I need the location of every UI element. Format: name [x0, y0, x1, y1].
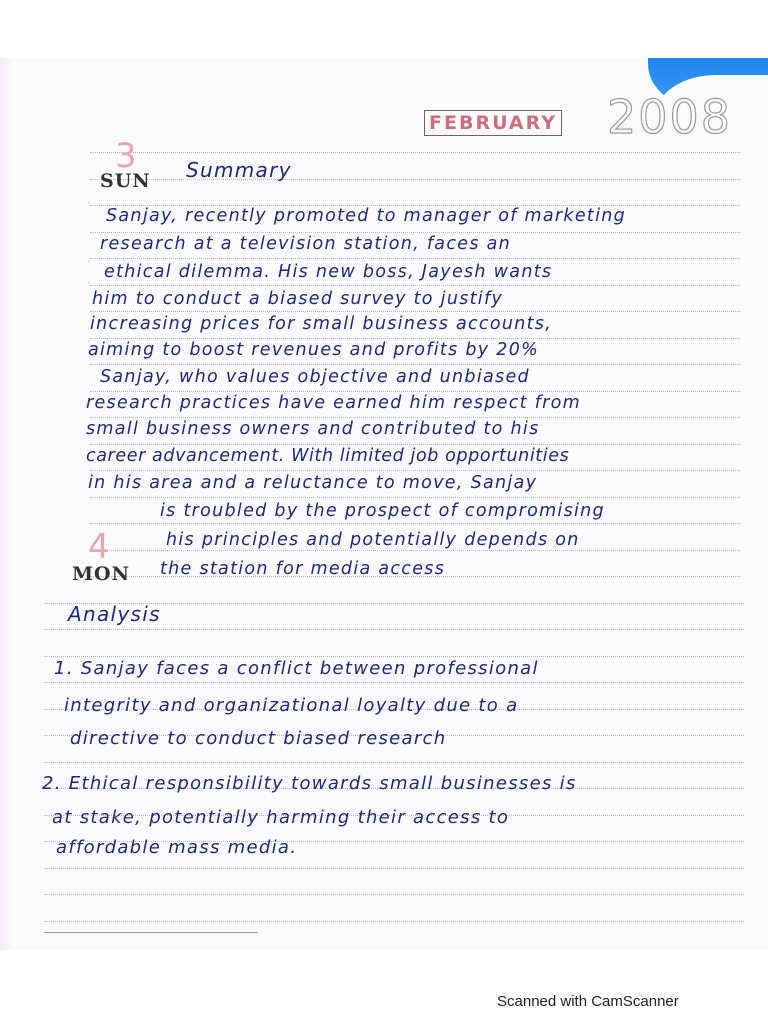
summary-line: his principles and potentially depends on: [166, 530, 580, 550]
ruled-line: [44, 682, 744, 683]
day-name-sun: SUN: [100, 170, 151, 192]
summary-line: ethical dilemma. His new boss, Jayesh wants: [104, 262, 553, 282]
ruled-line: [90, 444, 740, 445]
ruled-line: [90, 311, 740, 312]
summary-line: Sanjay, recently promoted to manager of marketing: [106, 206, 627, 226]
summary-line: research at a television station, faces an: [100, 234, 512, 254]
ruled-line: [44, 762, 744, 763]
summary-line: small business owners and contributed to his: [86, 419, 540, 439]
summary-line: increasing prices for small business accounts,: [90, 314, 553, 334]
summary-line: in his area and a reluctance to move, Sanjay: [88, 473, 538, 493]
analysis-heading: Analysis: [68, 602, 161, 626]
scanner-watermark: Scanned with CamScanner: [497, 993, 679, 1010]
summary-heading: Summary: [186, 158, 292, 182]
ruled-line: [44, 656, 744, 657]
ruled-line: [90, 338, 740, 339]
analysis-line: at stake, potentially harming their access to: [52, 807, 510, 828]
analysis-line: integrity and organizational loyalty due to a: [64, 695, 519, 716]
summary-line: the station for media access: [160, 559, 446, 579]
analysis-line: directive to conduct biased research: [70, 728, 447, 749]
page-bottom-divider: [44, 932, 258, 933]
ruled-line: [90, 391, 740, 392]
ruled-line: [90, 497, 740, 498]
summary-line: career advancement. With limited job opportunities: [86, 446, 570, 466]
day-name-mon: MON: [72, 563, 130, 585]
ruled-line: [44, 894, 744, 895]
day-number-sun: 3: [115, 136, 137, 176]
month-label: FEBRUARY: [424, 110, 562, 136]
day-number-mon: 4: [88, 527, 110, 567]
ruled-line: [90, 523, 740, 524]
ruled-line: [44, 921, 744, 922]
ruled-line: [90, 285, 740, 286]
analysis-line: affordable mass media.: [56, 837, 298, 858]
summary-line: is troubled by the prospect of compromising: [160, 501, 605, 521]
ruled-line: [90, 258, 740, 259]
ruled-line: [90, 364, 740, 365]
year-label: 2008: [607, 90, 733, 144]
ruled-line: [44, 868, 744, 869]
analysis-line: 1. Sanjay faces a conflict between professional: [54, 658, 539, 679]
ruled-line: [90, 470, 740, 471]
analysis-line: 2. Ethical responsibility towards small businesses is: [42, 773, 577, 794]
ruled-line: [90, 232, 740, 233]
summary-line: him to conduct a biased survey to justify: [92, 289, 504, 309]
ruled-line: [90, 417, 740, 418]
ruled-line: [44, 629, 744, 630]
summary-line: Sanjay, who values objective and unbiased: [100, 367, 530, 387]
summary-line: research practices have earned him respect from: [86, 393, 581, 413]
ruled-line: [90, 152, 740, 153]
summary-line: aiming to boost revenues and profits by 20%: [88, 340, 540, 360]
